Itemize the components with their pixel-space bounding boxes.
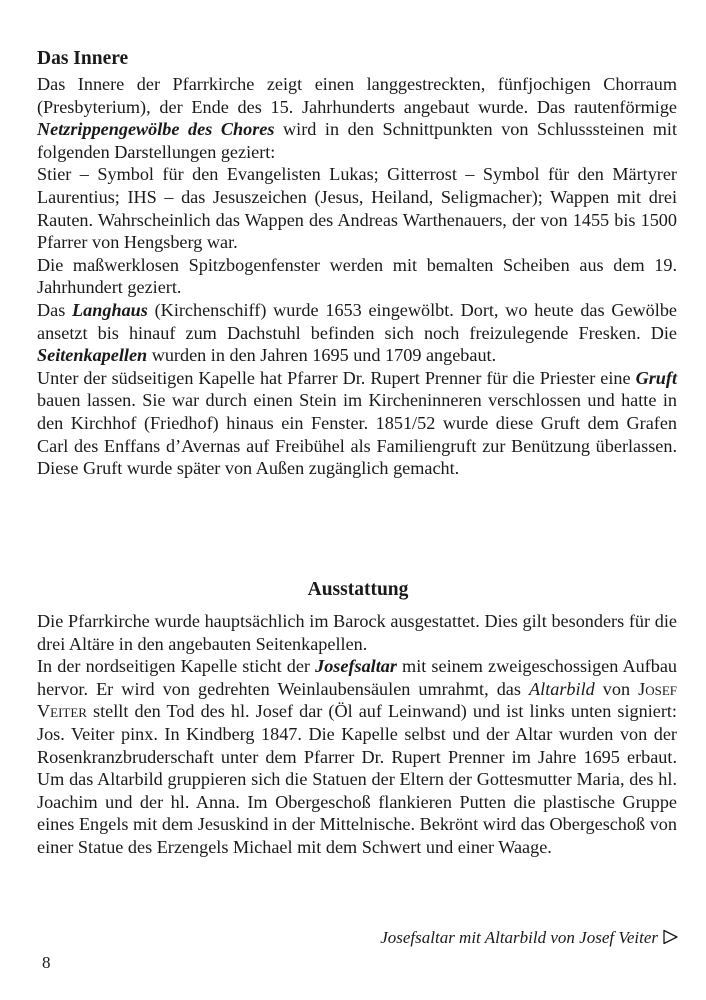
paragraph [37,610,677,655]
text-run: stellt den Tod des hl. Josef dar (Öl auf Leinwand) und ist links unten signiert: Jos. Veiter pinx. In Kindberg 1847. Die Kapelle selbst und der Altar wurden von der Rosenkranzbruderschaft unter dem Pfarrer Dr. Rupert Prenner im Jahre 1695 erbaut. Um das Altarbild gruppieren sich die Statuen der Eltern der Gottesmutter Maria, des hl. Joachim und der hl. Anna. Im Obergeschoß flankieren Putten die plastische Gruppe eines Engels mit dem Jesuskind in der Mittelnische. Bekrönt wird das Obergeschoß von einer Statue des Erzengels Michael mit dem Schwert und einer Waage. [37,701,677,857]
paragraph [37,163,677,253]
section-body-innere [37,73,677,480]
text-run: Die Pfarrkirche wurde hauptsächlich im Barock ausgestattet. Dies gilt besonders für die drei Altäre in den angebauten Seitenkapellen. [37,611,677,654]
caption-text: Josefsaltar mit Altarbild von Josef Veiter [380,928,658,947]
section-title-innere: Das Innere [37,48,129,69]
emphasized-term: Langhaus [72,299,148,320]
text-run: In der nordseitigen Kapelle sticht der [37,656,316,677]
paragraph [37,367,677,480]
text-run: Die maßwerklosen Spitzbogenfenster werden mit bemalten Scheiben aus dem 19. Jahrhundert geziert. [37,254,677,298]
paragraph [37,655,677,858]
text-run: bauen lassen. Sie war durch einen Stein im Kircheninneren verschlossen und hatte in den Kirchhof (Friedhof) hinaus ein Fenster. 1851/52 wurde diese Gruft dem Grafen Carl des Enffans d’Avernas auf Freibühel als Familiengruft zur Benützung überlassen. Diese Gruft wurde später von Außen zugänglich gemacht. [37,390,677,479]
section-title-ausstattung: Ausstattung [307,579,409,600]
text-run: wird in den Schnittpunkten von Schlusssteinen mit folgenden Darstellungen geziert: [37,119,677,162]
text-run: Unter der südseitigen Kapelle hat Pfarrer Dr. Rupert Prenner für die Priester eine [37,367,636,388]
emphasized-term: Netzrippengewölbe des Chores [37,119,275,140]
text-run: mit seinem zweigeschossigen Aufbau hervor. Er wird von gedrehten Weinlaubensäulen umrahmt, das [37,656,677,699]
page-number: 8 [42,953,51,972]
paragraph [37,299,677,367]
text-run: (Kirchenschiff) wurde 1653 eingewölbt. Dort, wo heute das Gewölbe ansetzt bis hinauf zum Dachstuhl befinden sich noch freizulegende Fresken. Die [37,299,677,343]
figure-caption [380,927,679,949]
paragraph [37,73,677,163]
paragraph [37,254,677,299]
text-run: von [594,678,639,699]
emphasized-term: Gruft [635,367,677,388]
emphasized-term: Josef Veiter [37,678,678,722]
section-body-ausstattung [37,610,677,859]
text-run: Stier – Symbol für den Evangelisten Lukas; Gitterrost – Symbol für den Märtyrer Laurentius; IHS – das Jesuszeichen (Jesus, Heiland, Seligmacher); Wappen mit drei Rauten. Wahrscheinlich das Wappen des Andreas Warthenauers, der von 1455 bis 1500 Pfarrer von Hengsberg war. [37,164,677,253]
emphasized-term: Seitenkapellen [37,345,148,366]
emphasized-term: Josefsaltar [315,656,397,677]
text-run: Das [37,299,73,320]
right-pointing-triangle-icon [662,929,679,945]
text-run: Das Innere der Pfarrkirche zeigt einen langgestreckten, fünfjochigen Chorraum (Presbyterium), der Ende des 15. Jahrhunderts angebaut wurde. Das rautenförmige [37,74,677,117]
text-run: wurden in den Jahren 1695 und 1709 angebaut. [147,345,497,366]
emphasized-term: Altarbild [529,678,595,699]
